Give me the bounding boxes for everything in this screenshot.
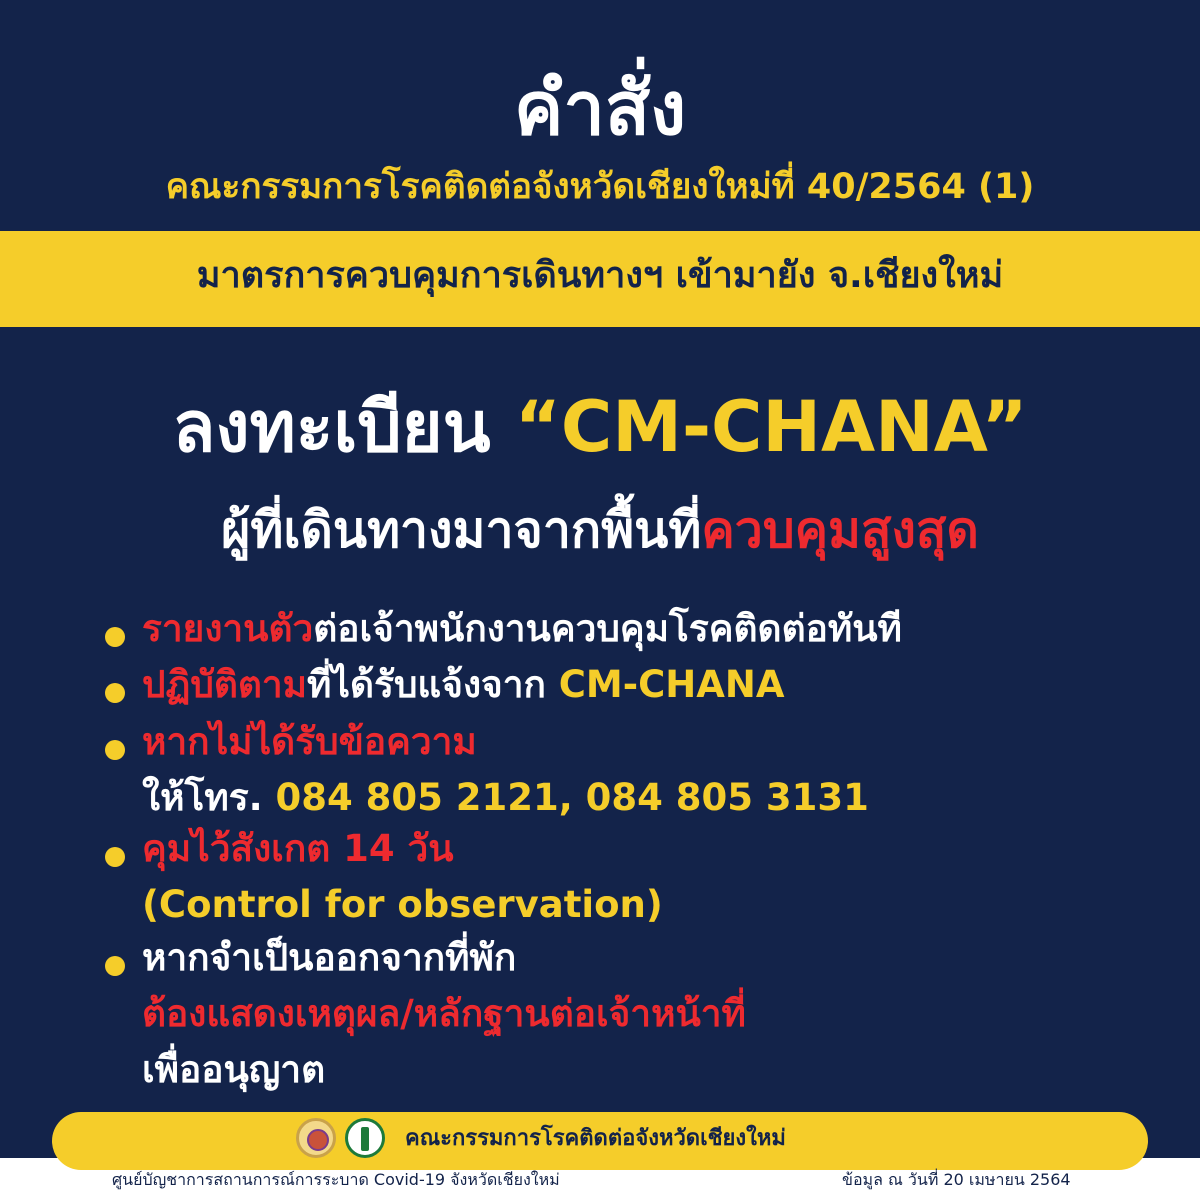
bullet-call	[142, 776, 1182, 819]
phone-numbers: 084 805 2121, 084 805 3131	[275, 776, 869, 819]
bullet-follow-text: ที่ได้รับแจ้งจาก	[307, 663, 559, 706]
committee-name: คณะกรรมการโรคติดต่อจังหวัดเชียงใหม่	[405, 1126, 786, 1151]
bullet-dot-icon	[105, 956, 125, 976]
bullet-no-message-red: หากไม่ได้รับข้อความ	[142, 720, 477, 763]
measure-heading: มาตรการควบคุมการเดินทางฯ เข้ามายัง จ.เชียงใหม่	[196, 255, 1004, 296]
bullet-observe-red: คุมไว้สังเกต 14 วัน	[142, 827, 454, 870]
bullet-report	[142, 607, 1182, 650]
data-date: ข้อมูล ณ วันที่ 20 เมษายน 2564	[842, 1170, 1071, 1189]
command-center-credit: ศูนย์บัญชาการสถานการณ์การระบาด Covid-19 จังหวัดเชียงใหม่	[112, 1170, 560, 1189]
health-ministry-seal-icon	[345, 1118, 385, 1158]
bullet-observe	[142, 827, 1182, 870]
zone-highlight: ควบคุมสูงสุด	[701, 501, 979, 559]
bullet-permit	[142, 1048, 1182, 1091]
bullet-follow-app: CM-CHANA	[558, 663, 785, 706]
order-subtitle: คณะกรรมการโรคติดต่อจังหวัดเชียงใหม่ที่ 40/2564 (1)	[165, 167, 1035, 207]
page-title: คำสั่ง	[513, 66, 687, 152]
bullet-follow	[142, 663, 1182, 706]
bullet-no-message	[142, 720, 1182, 763]
bullet-dot-icon	[105, 847, 125, 867]
bullet-dot-icon	[105, 740, 125, 760]
bullet-observe-english: (Control for observation)	[142, 883, 663, 926]
travellers-label: ผู้ที่เดินทางมาจากพื้นที่	[221, 501, 702, 559]
bullet-evidence	[142, 992, 1182, 1035]
travellers-line	[0, 501, 1200, 559]
bullet-report-text: ต่อเจ้าพนักงานควบคุมโรคติดต่อทันที	[313, 607, 902, 650]
bullet-evidence-red: ต้องแสดงเหตุผล/หลักฐานต่อเจ้าหน้าที่	[142, 992, 746, 1035]
bullet-call-text: ให้โทร.	[142, 776, 276, 819]
bullet-follow-red: ปฏิบัติตาม	[142, 663, 308, 706]
register-label: ลงทะเบียน	[172, 386, 515, 468]
app-name: “CM-CHANA”	[514, 386, 1028, 468]
bullet-report-red: รายงานตัว	[142, 607, 314, 650]
register-headline	[0, 386, 1200, 468]
bullet-dot-icon	[105, 627, 125, 647]
bullet-leave	[142, 936, 1182, 979]
bullet-dot-icon	[105, 683, 125, 703]
province-seal-icon	[296, 1118, 336, 1158]
bullet-permit-text: เพื่ออนุญาต	[142, 1048, 326, 1091]
bullet-leave-text: หากจำเป็นออกจากที่พัก	[142, 936, 517, 979]
bullet-observe-en	[142, 883, 1182, 926]
